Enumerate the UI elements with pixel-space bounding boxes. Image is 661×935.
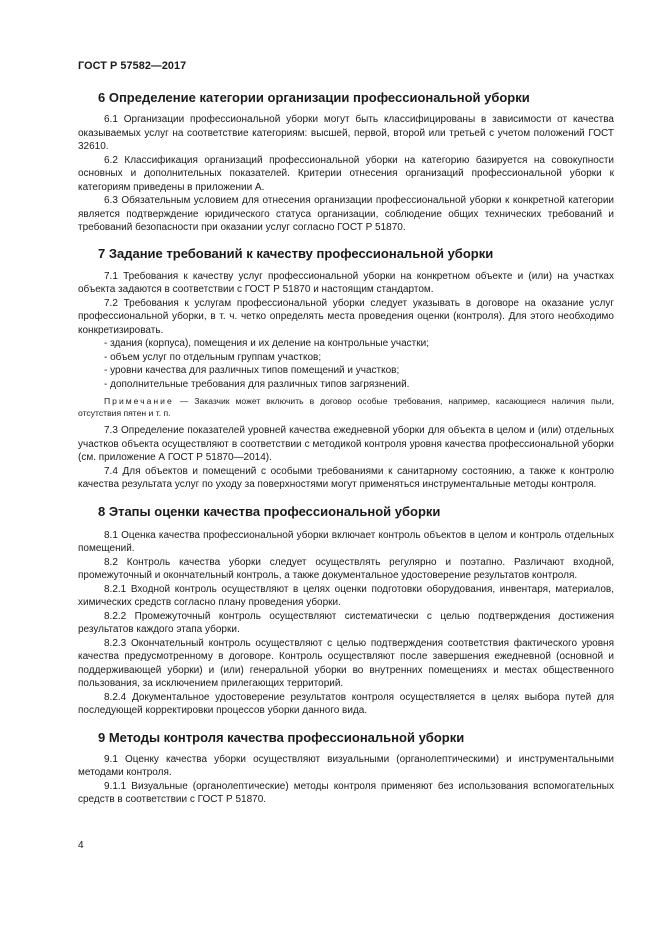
list-item: - объем услуг по отдельным группам участков; — [104, 351, 322, 363]
paragraph-8-2-1: 8.2.1 Входной контроль осуществляют в целях оценки подготовки оборудования, инвентаря, материалов, химических средств согласно плану проведения уборки. — [78, 583, 614, 608]
standard-code: ГОСТ Р 57582—2017 — [78, 60, 187, 72]
page-number: 4 — [78, 840, 84, 851]
list-item: - дополнительные требования для различных типов загрязнений. — [104, 378, 410, 390]
section-7-title: 7 Задание требований к качеству профессиональной уборки — [98, 245, 494, 261]
paragraph-8-2: 8.2 Контроль качества уборки следует осуществлять регулярно и поэтапно. Различают входной, промежуточный и окончательный контроль, а также документальное удостоверение результатов контроля. — [78, 556, 614, 581]
section-6-title: 6 Определение категории организации профессиональной уборки — [98, 90, 530, 105]
paragraph-6-2: 6.2 Классификация организаций профессиональной уборки на категорию базируется на совокупности основных и дополнительных показателей. Критерии отнесения организаций профессиональной уборки к категориям приведены в приложении А. — [78, 154, 614, 193]
document-body — [78, 89, 614, 807]
note-label: Примечание — [104, 396, 174, 406]
paragraph-9-1: 9.1 Оценку качества уборки осуществляют визуальными (органолептическими) и инструментальными методами контроля. — [78, 753, 614, 778]
note-text: — Заказчик может включить в договор особые требования, например, касающиеся наличия пыли, отсутствия пятен и т. п. — [78, 396, 614, 418]
paragraph-7-4: 7.4 Для объектов и помещений с особыми требованиями к санитарному состоянию, а также к контролю качества результата услуг по уходу за поверхностями могут применяться инструментальные методы контроля. — [78, 465, 614, 490]
paragraph-9-1-1: 9.1.1 Визуальные (органолептические) методы контроля применяют без использования вспомогательных средств в соответствии с ГОСТ Р 51870. — [78, 780, 614, 805]
paragraph-8-1: 8.1 Оценка качества профессиональной уборки включает контроль объектов в целом и контроль отдельных помещений. — [78, 529, 614, 554]
note — [78, 395, 614, 419]
list-item: - здания (корпуса), помещения и их деление на контрольные участки; — [104, 338, 429, 349]
paragraph-7-3: 7.3 Определение показателей уровней качества ежедневной уборки для объекта в целом и (или) отдельных участков объекта осуществляют в соответствии с методикой контроля уровня качества профессиональной уборки (см. приложение А ГОСТ Р 51870—2014). — [78, 425, 614, 463]
section-9-title: 9 Методы контроля качества профессиональной уборки — [98, 729, 465, 745]
section-8-title: 8 Этапы оценки качества профессиональной уборки — [98, 503, 441, 519]
paragraph-8-2-4: 8.2.4 Документальное удостоверение результатов контроля осуществляется в целях выбора путей для последующей корректировки процессов уборки данного вида. — [78, 691, 614, 716]
paragraph-6-3: 6.3 Обязательным условием для отнесения организации профессиональной уборки к конкретной категории является подтверждение юридического статуса организации, соблюдение общих технических требований и требований безопасности при оказании услуг согласно ГОСТ Р 51870. — [78, 195, 614, 233]
list-item: - уровни качества для различных типов помещений и участков; — [104, 365, 400, 376]
paragraph-8-2-3: 8.2.3 Окончательный контроль осуществляют с целью подтверждения соответствия фактического уровня качества предусмотренному в договоре. Контроль осуществляют после завершения ежедневной (основной и поддерживающей уборки) и (или) генеральной уборки во внутренних помещениях и местах общественного пользования, за исключением прилегающих территорий. — [78, 637, 614, 689]
paragraph-8-2-2: 8.2.2 Промежуточный контроль осуществляют систематически с целью подтверждения достижения результатов каждого этапа уборки. — [78, 610, 614, 635]
paragraph-7-1: 7.1 Требования к качеству услуг профессиональной уборки на конкретном объекте и (или) на участках объекта задаются в соответствии с ГОСТ Р 51870 и настоящим стандартом. — [78, 270, 614, 295]
paragraph-7-2: 7.2 Требования к услугам профессиональной уборки следует указывать в договоре на оказание услуг профессиональной уборки, в т. ч. четко определять места проведения оценки (контроля). Для этого необходимо конкретизировать. — [78, 297, 614, 336]
paragraph-6-1: 6.1 Организации профессиональной уборки могут быть классифицированы в зависимости от качества оказываемых услуг на соответствие категориям: высшей, первой, второй или третьей с учетом положений ГОСТ 32610. — [78, 114, 614, 152]
